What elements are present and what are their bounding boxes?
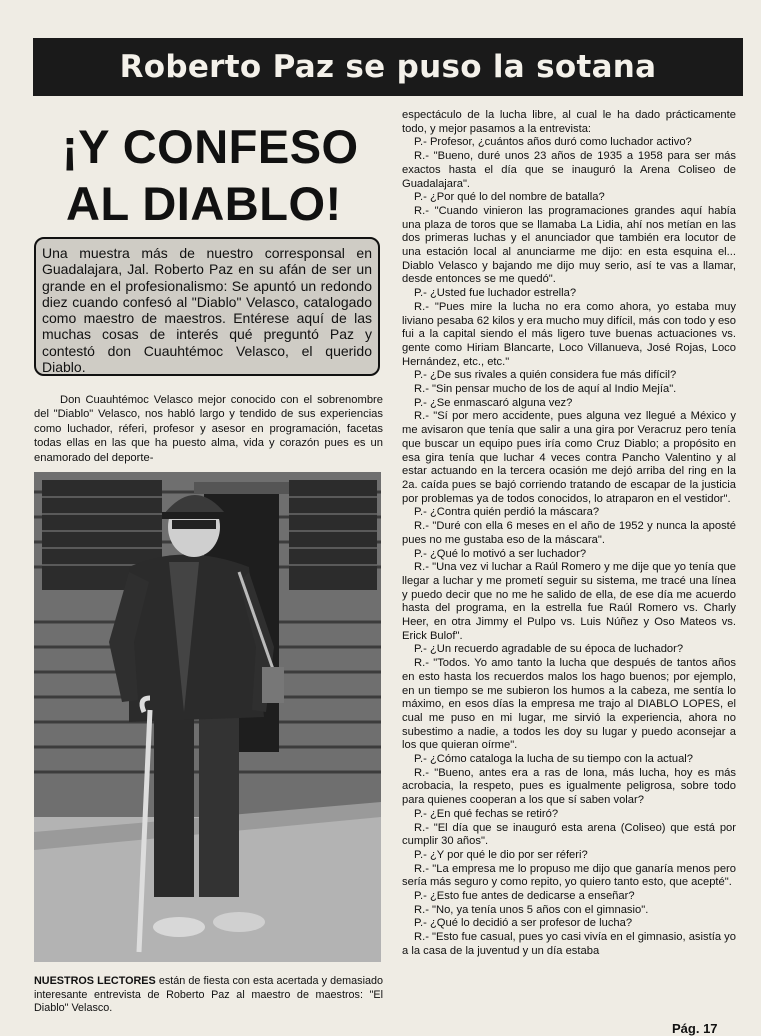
interview-paragraph: R.- "La empresa me lo propuso me dijo que ganaría menos pero sería más seguro y como repito, yo quiero tanto esto, que acepté".: [402, 862, 736, 889]
interview-paragraph: P.- ¿De sus rivales a quién considera fue más difícil?: [414, 369, 677, 382]
interview-paragraph: P.- ¿Usted fue luchador estrella?: [414, 287, 577, 300]
portrait-photo-illustration: [34, 472, 381, 962]
interview-paragraph: P.- ¿Se enmascaró alguna vez?: [414, 396, 573, 409]
interview-paragraph: R.- "Bueno, duré unos 23 años de 1935 a 1958 para ser más exactos hasta el día que se inauguró la Arena Coliseo de Guadalajara".: [402, 150, 736, 190]
interview-paragraph: R.- "El día que se inauguró esta arena (Coliseo) que está por cumplir 30 años".: [402, 821, 736, 848]
banner-title: Roberto Paz se puso la sotana: [119, 49, 657, 85]
interview-column: [402, 109, 736, 959]
interview-paragraph: espectáculo de la lucha libre, al cual le ha dado prácticamente todo, y mejor pasamos a la entrevista:: [402, 109, 736, 135]
interview-paragraph: R.- "Cuando vinieron las programaciones grandes aquí había una plaza de toros que se llamaba La Lidia, ahí nos metían en las dos primeras luchas y el anunciador que también era locutor de una estación local al anunciarme me dijo: en esta esquina el... Diablo Velasco y bajando me dijo muy serio, así te vas a llamar, desde entonces se me quedó".: [402, 204, 736, 286]
interview-paragraph: P.- ¿Por qué lo del nombre de batalla?: [414, 191, 605, 204]
interview-paragraph: R.- "Sin pensar mucho de los de aquí al Indio Mejía".: [414, 383, 677, 396]
headline: [62, 118, 362, 232]
interview-paragraph: P.- ¿Qué lo decidió a ser profesor de lucha?: [414, 917, 633, 930]
interview-paragraph: R.- "Una vez vi luchar a Raúl Romero y me dije que yo tenía que llegar a luchar y me prometí seguir su sistema, me tracé una línea y puedo decir que no me he salido de ella, de ese día me acuerdo hasta del programa, en la estrella fue Raúl Romero vs. Charly Heer, en otra Jimmy el Pulpo vs. Luis Núñez y Oso Mateos vs. Erick Bulof".: [402, 561, 736, 642]
intro-text: Una muestra más de nuestro corresponsal en Guadalajara, Jal. Roberto Paz en su afán de ser un grande en el profesionalismo: Se apuntó un redondo diez cuando confesó al "Diablo" Velasco, catalogado como maestro de maestros. Entérese aquí de las muchas cosas de interés qué preguntó Paz y contestó don Cuauhtémoc Velasco, el querido Diablo.: [42, 245, 372, 376]
headline-line-2: AL DIABLO!: [66, 177, 342, 230]
page-number: Pág. 17: [672, 1021, 718, 1036]
interview-paragraph: R.- "Todos. Yo amo tanto la lucha que después de tantos años en esto hasta los recuerdos malos los hago buenos; por ejemplo, en un tiempo se me subieron los humos a la cabeza, me sentía lo máximo, en esos días la empresa me trajo al DIABLO LOPES, el cual me puso en mi lugar, me sirvió la experiencia, ahora no subestimo a nadie, a todos les doy su lugar y puedo aconsejar a los que quieran oírme".: [402, 657, 736, 752]
portrait-photo: [34, 472, 381, 962]
article-banner: [33, 38, 743, 96]
interview-paragraph: P.- ¿Qué lo motivó a ser luchador?: [414, 547, 587, 560]
interview-paragraph: R.- "No, ya tenía unos 5 años con el gimnasio".: [414, 903, 649, 916]
interview-paragraph: P.- ¿Contra quién perdió la máscara?: [414, 506, 600, 519]
interview-paragraph: P.- ¿Cómo cataloga la lucha de su tiempo con la actual?: [414, 753, 694, 766]
headline-line-1: ¡Y CONFESO: [62, 120, 359, 173]
photo-caption: [34, 975, 383, 1016]
interview-paragraph: P.- ¿En qué fechas se retiró?: [414, 807, 559, 820]
interview-paragraph: R.- "Bueno, antes era a ras de lona, más lucha, hoy es más acrobacia, la respeto, pues es igualmente peligrosa, sobre todo para quienes cooperan a los que sí saben volar?: [402, 766, 736, 807]
interview-paragraph: R.- "Duré con ella 6 meses en el año de 1952 y nunca la aposté pues no me gustaba eso de la máscara".: [402, 520, 736, 546]
intro-box: [34, 237, 380, 376]
caption-text: están de fiesta con esta acertada y demasiado interesante entrevista de Roberto Paz al maestro de maestros: "El Diablo" Velasco.: [34, 975, 383, 1015]
interview-paragraph: P.- ¿Esto fue antes de dedicarse a enseñar?: [414, 890, 635, 903]
caption-lead: NUESTROS LECTORES: [34, 975, 156, 987]
lead-paragraph: [34, 393, 383, 465]
interview-paragraph: P.- ¿Y por qué le dio por ser réferi?: [414, 848, 588, 861]
interview-paragraph: P.- ¿Un recuerdo agradable de su época de luchador?: [414, 643, 684, 656]
interview-paragraph: R.- "Sí por mero accidente, pues alguna vez llegué a México y me avisaron que tenía que salir a una gira por Veracruz pero tenía que buscar un equipo pues iría como Cruz Diablo; a propósito en esa gira tenía que luchar 4 veces contra Pancho Valentino y al estar actuando en la tercera ocasión me dejó arriba del ring en la 2a. caída pues se bajó corriendo tratando de escapar de la justicia por problemas ya de todos conocidos, lo atraparon en el vestidor".: [402, 410, 736, 505]
interview-paragraph: R.- "Pues mire la lucha no era como ahora, yo estaba muy liviano pesaba 62 kilos y era mucho muy difícil, más con todo y eso fui a la capital siendo el más ligero tuve buenas actuaciones vs. gente como Hiriam Blancarte, Loco Villanueva, José Rojas, Loco Hernández, etc., etc.": [402, 300, 736, 368]
interview-paragraph: P.- Profesor, ¿cuántos años duró como luchador activo?: [414, 136, 692, 149]
lead-text: Don Cuauhtémoc Velasco mejor conocido con el sobrenombre del "Diablo" Velasco, nos habló largo y tendido de sus experiencias como luchador, réferi, profesor y asesor en programación, facetas todas ellas en las que ha puesto alma, vida y corazón pues es un enamorado del deporte-: [34, 394, 383, 464]
interview-paragraph: R.- "Esto fue casual, pues yo casi vivía en el gimnasio, asistía yo a la casa de la juventud y un día estaba: [402, 931, 736, 957]
